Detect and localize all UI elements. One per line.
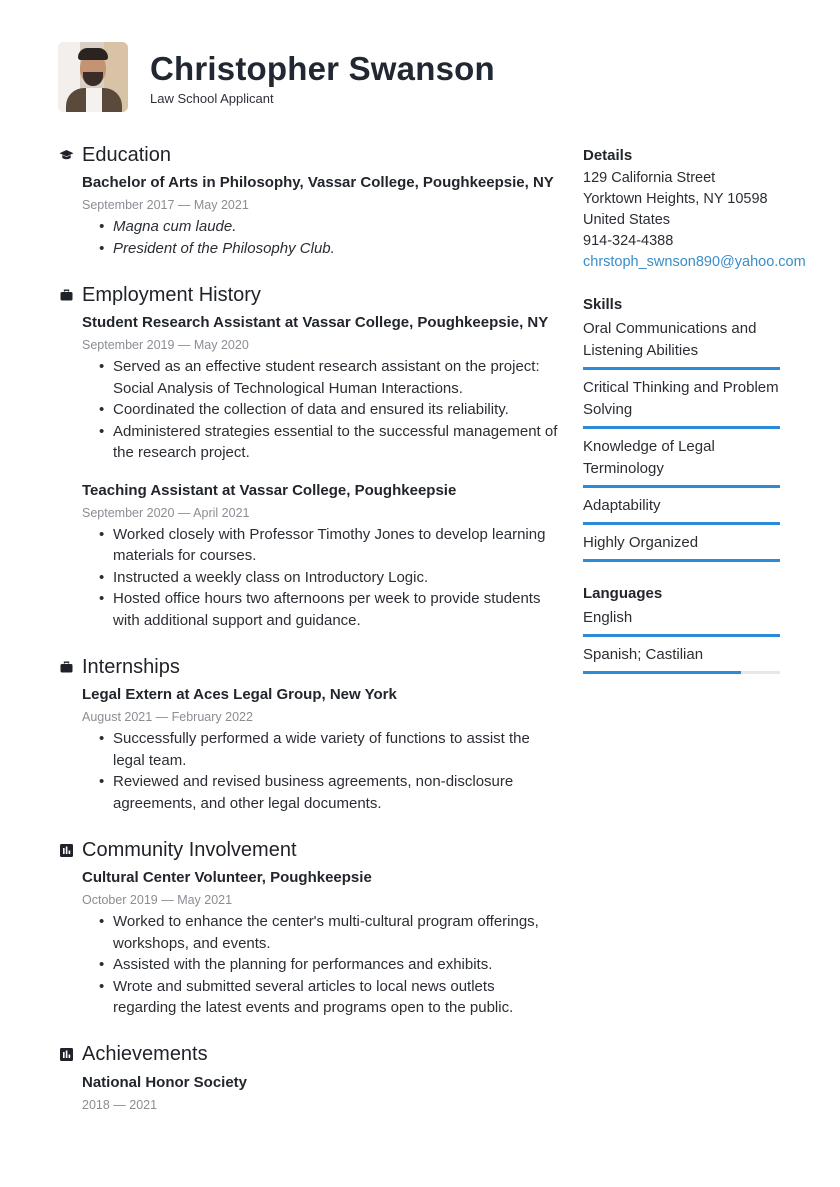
section-education	[58, 141, 558, 259]
education-entry	[82, 170, 558, 259]
community-entry	[82, 865, 558, 1019]
section-internships	[58, 653, 558, 814]
list-item: • Assisted with the planning for performances and exhibits.	[102, 954, 558, 976]
entry-date: August 2021 — February 2022	[82, 710, 253, 724]
candidate-subtitle: Law School Applicant	[150, 90, 274, 106]
country: United States	[583, 212, 671, 228]
entry-title: Cultural Center Volunteer, Poughkeepsie	[82, 869, 372, 886]
briefcase-icon	[58, 659, 74, 675]
list-item: • Successfully performed a wide variety of functions to assist the legal team.	[102, 728, 558, 771]
skill-item: Oral Communications and Listening Abilities	[583, 318, 793, 370]
list-item: • Hosted office hours two afternoons per week to provide students with additional support and guidance.	[102, 588, 558, 631]
main-column	[58, 141, 558, 1136]
section-achievements	[58, 1041, 558, 1114]
details-block	[583, 146, 806, 273]
section-title: Community Involvement	[82, 838, 297, 861]
briefcase-icon	[58, 287, 74, 303]
list-item: • Administered strategies essential to the successful management of the research project.	[102, 421, 558, 464]
list-item: • Worked closely with Professor Timothy Jones to develop learning materials for courses.	[102, 524, 558, 567]
address-line2: Yorktown Heights, NY 10598	[583, 191, 768, 207]
sidebar	[583, 146, 806, 696]
entry-title: National Honor Society	[82, 1073, 248, 1091]
candidate-name: Christopher Swanson	[150, 49, 495, 87]
list-item: • Instructed a weekly class on Introductory Logic.	[102, 567, 558, 589]
achievement-entry	[82, 1070, 558, 1114]
list-item: • President of the Philosophy Club.	[102, 238, 558, 260]
skills-block	[583, 295, 793, 562]
section-title: Achievements	[82, 1043, 208, 1065]
language-level-bar	[583, 671, 780, 674]
entry-date: 2018 — 2021	[82, 1097, 158, 1112]
skill-item: Knowledge of Legal Terminology	[583, 436, 793, 488]
entry-date: September 2020 — April 2021	[82, 505, 250, 520]
employment-entry	[82, 310, 558, 464]
language-item: Spanish; Castilian	[583, 644, 793, 674]
entry-title: Teaching Assistant at Vassar College, Poughkeepsie	[82, 481, 457, 499]
section-community-involvement	[58, 836, 558, 1019]
skill-level-bar	[583, 367, 780, 370]
entry-date: September 2017 — May 2021	[82, 198, 249, 212]
entry-date: October 2019 — May 2021	[82, 893, 233, 907]
email-link[interactable]: chrstoph_swnson890@yahoo.com	[583, 254, 806, 270]
section-title: Education	[82, 143, 171, 166]
section-employment-history	[58, 281, 558, 631]
details-title: Details	[583, 147, 633, 164]
languages-block	[583, 584, 793, 674]
section-title: Employment History	[82, 283, 261, 306]
list-item: • Worked to enhance the center's multi-cultural program offerings, workshops, and events.	[102, 911, 558, 954]
bar-chart-icon	[58, 1047, 74, 1063]
skill-item: Adaptability	[583, 495, 793, 525]
phone: 914-324-4388	[583, 233, 674, 249]
skill-level-bar	[583, 559, 780, 562]
entry-title: Student Research Assistant at Vassar College, Poughkeepsie, NY	[82, 314, 549, 331]
skill-level-bar	[583, 485, 780, 488]
skill-level-bar	[583, 522, 780, 525]
resume-header	[58, 42, 495, 112]
skills-title: Skills	[583, 296, 623, 313]
language-item: English	[583, 607, 793, 637]
language-level-bar	[583, 634, 780, 637]
entry-title: Legal Extern at Aces Legal Group, New York	[82, 686, 397, 703]
list-item: • Wrote and submitted several articles to local news outlets regarding the latest events and programs open to the public.	[102, 976, 558, 1019]
entry-title: Bachelor of Arts in Philosophy, Vassar College, Poughkeepsie, NY	[82, 174, 554, 191]
list-item: • Served as an effective student research assistant on the project: Social Analysis of Technological Human Interactions.	[102, 356, 558, 399]
skill-item: Highly Organized	[583, 532, 793, 562]
list-item: • Magna cum laude.	[102, 216, 558, 238]
graduation-cap-icon	[58, 147, 74, 163]
bar-chart-icon	[58, 842, 74, 858]
profile-photo	[58, 42, 128, 112]
entry-date: September 2019 — May 2020	[82, 338, 249, 352]
skill-level-bar	[583, 426, 780, 429]
skill-item: Critical Thinking and Problem Solving	[583, 377, 793, 429]
list-item: • Coordinated the collection of data and ensured its reliability.	[102, 399, 558, 421]
languages-title: Languages	[583, 585, 663, 602]
list-item: • Reviewed and revised business agreements, non-disclosure agreements, and other legal documents.	[102, 771, 558, 814]
address-line1: 129 California Street	[583, 170, 716, 186]
section-title: Internships	[82, 655, 180, 678]
internship-entry	[82, 682, 558, 814]
employment-entry	[82, 478, 558, 632]
